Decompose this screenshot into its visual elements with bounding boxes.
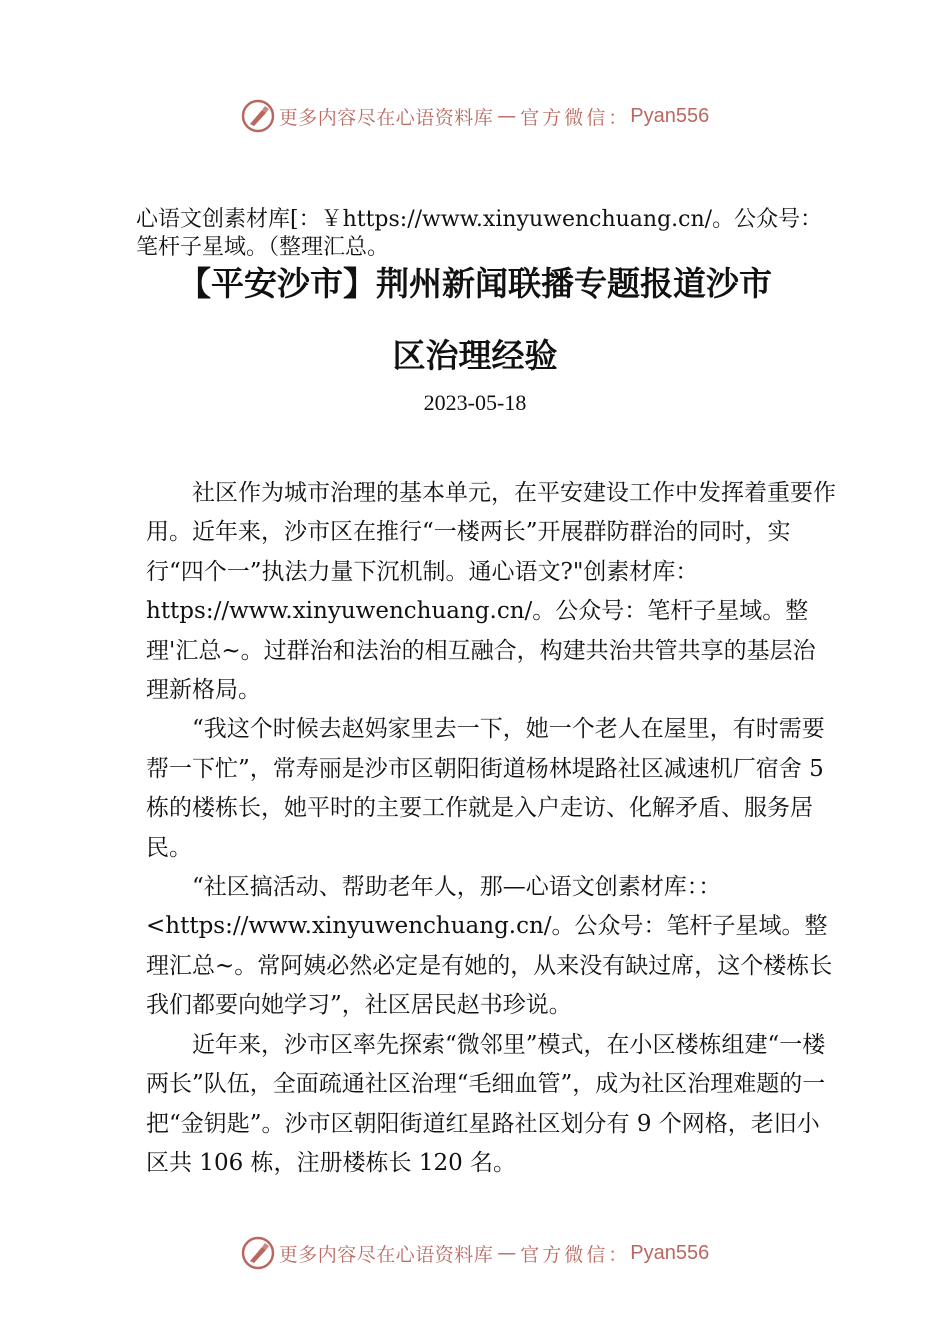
banner-label: 官方微信：	[520, 106, 631, 129]
banner-label: 官方微信：	[520, 1243, 631, 1266]
paragraph-1: 社区作为城市治理的基本单元，在平安建设工作中发挥着重要作用。近年来，沙市区在推行“一楼两长”开展群防群治的同时，实行“四个一”执法力量下沉机制。通心语文?"创素材库：https://www.xinyuwenchuang.cn/。公众号：笔杆子星域。整理'汇总~。过群治和法治的相互融合，构建共治共管共享的基层治理新格局。	[146, 480, 836, 704]
article-title-line1: 【平安沙市】荆州新闻联播专题报道沙市	[178, 264, 772, 303]
source-note: 心语文创素材库[：￥https://www.xinyuwenchuang.cn/。公众号：笔杆子星域。（整理汇总。	[136, 207, 823, 260]
article-body	[146, 474, 836, 1183]
paragraph-3: “社区搞活动、帮助老年人，那—心语文创素材库：：<https://www.xinyuwenchuang.cn/。公众号：笔杆子星域。整理汇总~。常阿姨必然必定是有她的，从来没有缺过席，这个楼栋长我们都要向她学习”，社区居民赵书珍说。	[146, 874, 833, 1019]
banner-text: 更多内容尽在心语资料库	[278, 1243, 494, 1266]
pen-logo-icon	[241, 1236, 275, 1270]
banner-wechat-id: Pyan556	[630, 104, 710, 127]
article-title-line2: 区治理经验	[392, 336, 558, 375]
paragraph-2: “我这个时候去赵妈家里去一下，她一个老人在屋里，有时需要帮一下忙”，常寿丽是沙市区朝阳街道杨林堤路社区减速机厂宿舍 5 栋的楼栋长，她平时的主要工作就是入户走访、化解矛盾、服务居民。	[146, 716, 825, 861]
banner-separator: —	[497, 105, 517, 127]
banner-text: 更多内容尽在心语资料库	[278, 106, 494, 129]
pen-logo-icon	[241, 99, 275, 133]
header-banner	[0, 96, 950, 136]
banner-separator: —	[497, 1242, 517, 1264]
footer-banner	[0, 1233, 950, 1273]
article-date: 2023-05-18	[423, 390, 527, 415]
banner-wechat-id: Pyan556	[630, 1241, 710, 1264]
paragraph-4: 近年来，沙市区率先探索“微邻里”模式，在小区楼栋组建“一楼两长”队伍，全面疏通社区治理“毛细血管”，成为社区治理难题的一把“金钥匙”。沙市区朝阳街道红星路社区划分有 9 个网格，老旧小区共 106 栋，注册楼栋长 120 名。	[146, 1031, 826, 1176]
